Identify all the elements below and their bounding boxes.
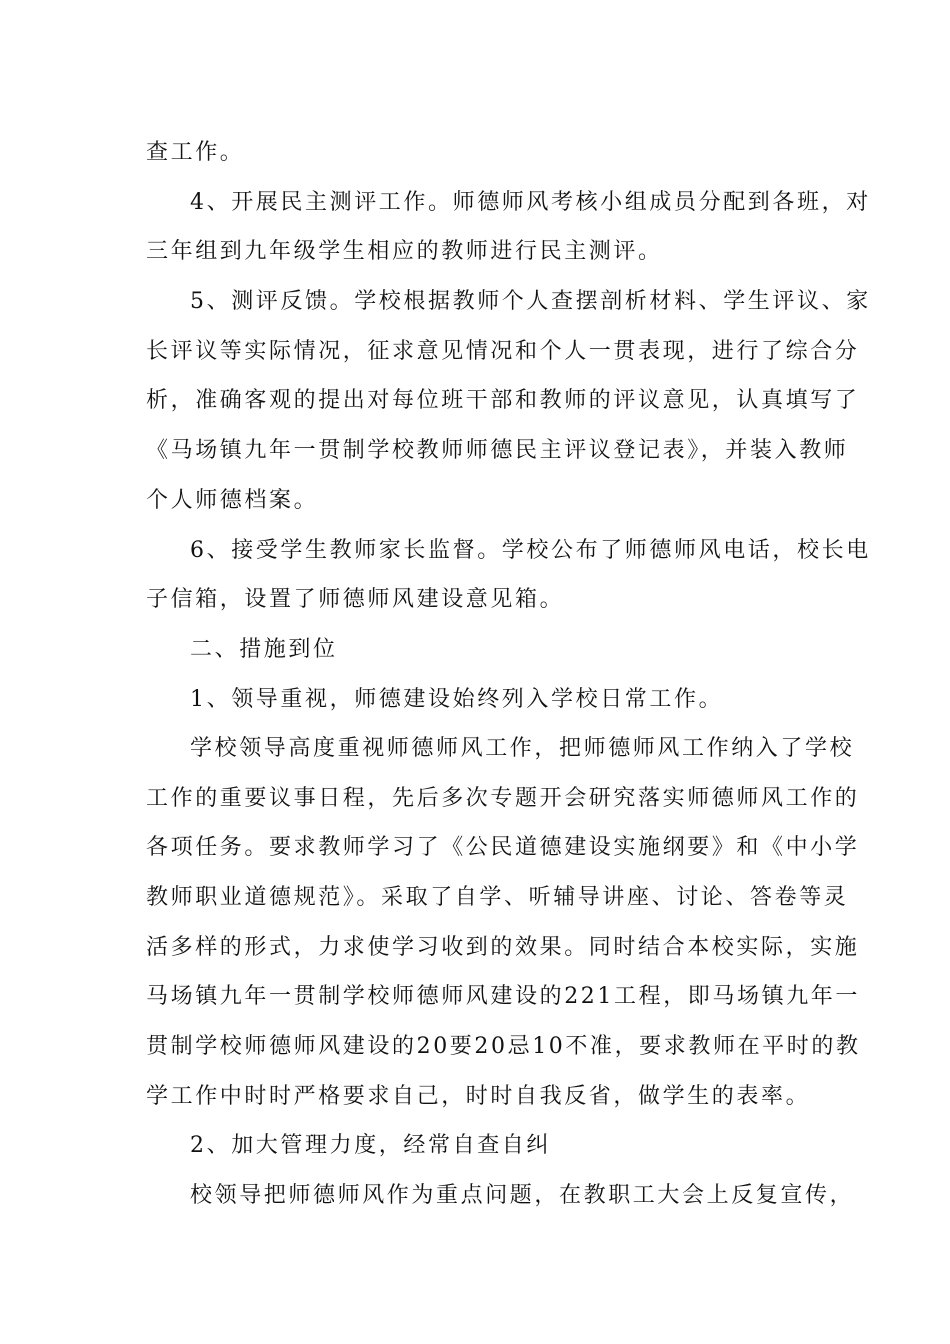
- text-line: 《马场镇九年一贯制学校教师师德民主评议登记表》，并装入教师: [146, 438, 849, 463]
- text-line: 贯制学校师德师风建设的20要20忌10不准，要求教师在平时的教: [146, 1034, 861, 1059]
- text-line: 析，准确客观的提出对每位班干部和教师的评议意见，认真填写了: [146, 388, 860, 413]
- text-line: 各项任务。要求教师学习了《公民道德建设实施纲要》和《中小学: [146, 835, 860, 860]
- text-line: 4、开展民主测评工作。师德师风考核小组成员分配到各班，对: [190, 190, 871, 215]
- text-line: 查工作。: [146, 140, 245, 165]
- text-line: 子信箱，设置了师德师风建设意见箱。: [146, 587, 565, 612]
- text-line: 个人师德档案。: [146, 488, 319, 513]
- text-line: 5、测评反馈。学校根据教师个人查摆剖析材料、学生评议、家: [190, 289, 871, 314]
- text-line: 学校领导高度重视师德师风工作，把师德师风工作纳入了学校: [190, 736, 855, 761]
- text-line: 三年组到九年级学生相应的教师进行民主测评。: [146, 239, 663, 264]
- subsection-heading: 1、领导重视，师德建设始终列入学校日常工作。: [190, 687, 724, 712]
- text-line: 校领导把师德师风作为重点问题，在教职工大会上反复宣传，: [190, 1183, 855, 1208]
- text-line: 活多样的形式，力求使学习收到的效果。同时结合本校实际，实施: [146, 935, 860, 960]
- text-line: 马场镇九年一贯制学校师德师风建设的221工程，即马场镇九年一: [146, 984, 860, 1009]
- text-line: 教师职业道德规范》。采取了自学、听辅导讲座、讨论、答卷等灵: [146, 885, 849, 910]
- text-line: 学工作中时时严格要求自己，时时自我反省，做学生的表率。: [146, 1084, 811, 1109]
- text-line: 长评议等实际情况，征求意见情况和个人一贯表现，进行了综合分: [146, 339, 860, 364]
- subsection-heading: 2、加大管理力度，经常自查自纠: [190, 1133, 551, 1158]
- text-line: 工作的重要议事日程，先后多次专题开会研究落实师德师风工作的: [146, 786, 860, 811]
- section-heading: 二、措施到位: [190, 637, 338, 662]
- text-line: 6、接受学生教师家长监督。学校公布了师德师风电话，校长电: [190, 538, 871, 563]
